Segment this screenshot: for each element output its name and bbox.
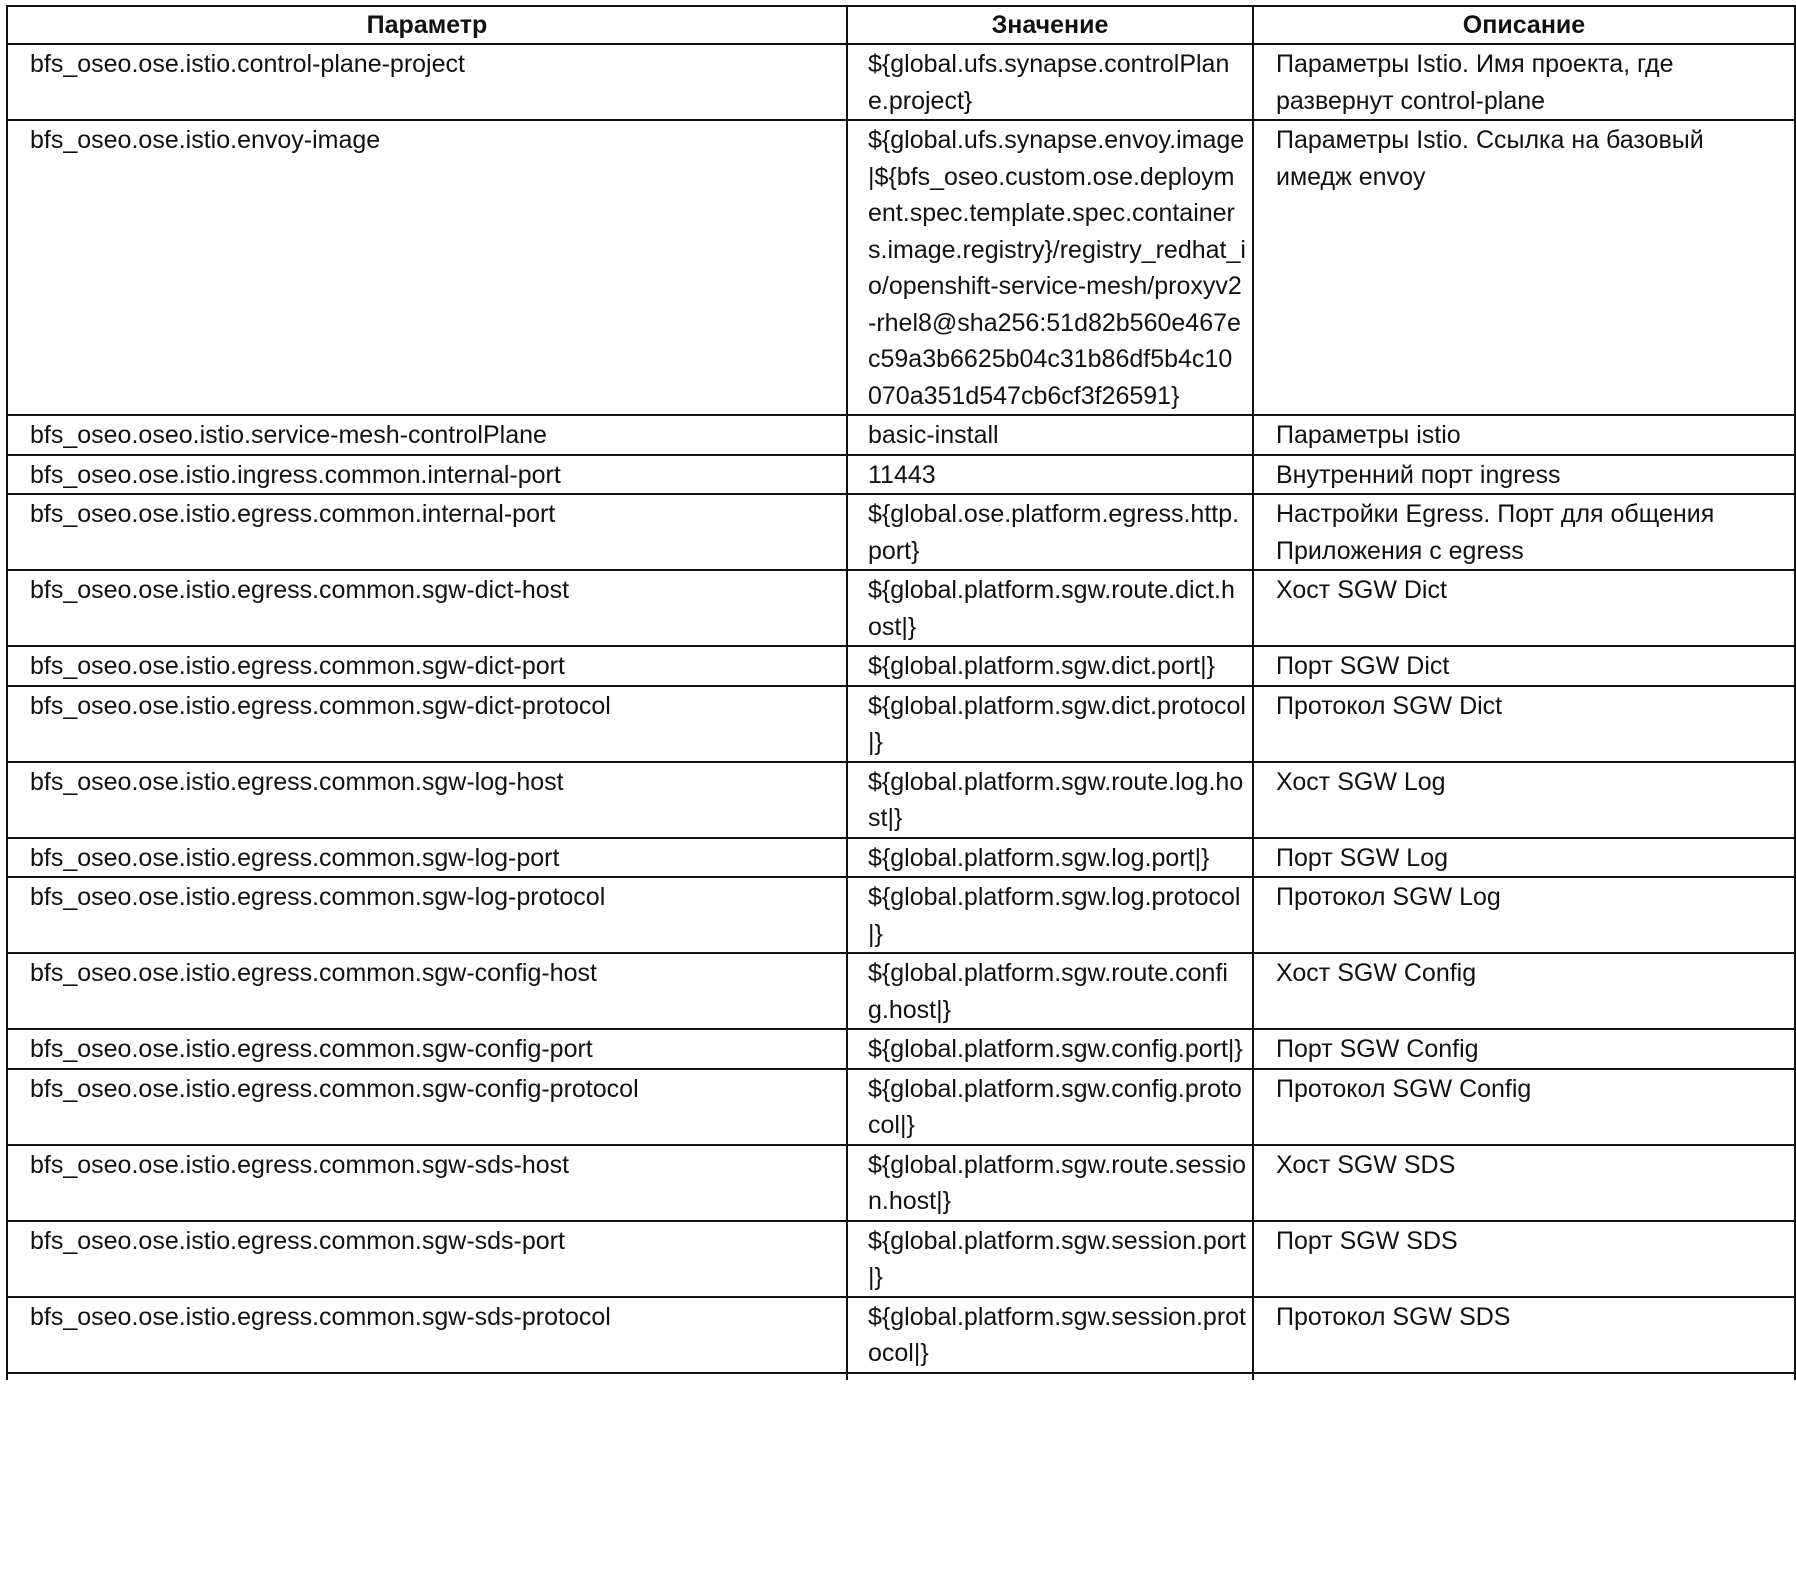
description-cell: Внутренний порт ingress [1253,455,1795,495]
table-row-continuation [7,1373,1795,1380]
table-row [7,686,1795,762]
table-row [7,455,1795,495]
value-cell: ${global.platform.sgw.session.port|} [847,1221,1253,1297]
empty-cell [1253,1373,1795,1380]
value-cell: ${global.platform.sgw.config.protocol|} [847,1069,1253,1145]
parameters-table [6,5,1796,1380]
table-row [7,1221,1795,1297]
description-cell: Хост SGW Dict [1253,570,1795,646]
description-cell: Протокол SGW Config [1253,1069,1795,1145]
description-cell: Порт SGW Config [1253,1029,1795,1069]
header-parameter: Параметр [7,6,847,44]
parameter-cell: bfs_oseo.ose.istio.egress.common.sgw-sds-host [7,1145,847,1221]
parameter-cell: bfs_oseo.ose.istio.egress.common.sgw-dict-host [7,570,847,646]
table-row [7,953,1795,1029]
table-row [7,1029,1795,1069]
parameter-cell: bfs_oseo.ose.istio.control-plane-project [7,44,847,120]
parameter-cell: bfs_oseo.ose.istio.egress.common.internal-port [7,494,847,570]
parameter-cell: bfs_oseo.ose.istio.egress.common.sgw-log-protocol [7,877,847,953]
parameters-table-container [6,5,1796,1380]
value-cell: ${global.platform.sgw.route.log.host|} [847,762,1253,838]
table-header-row [7,6,1795,44]
table-row [7,1145,1795,1221]
parameter-cell: bfs_oseo.ose.istio.egress.common.sgw-config-protocol [7,1069,847,1145]
value-cell: ${global.platform.sgw.route.config.host|} [847,953,1253,1029]
empty-cell [847,1373,1253,1380]
parameter-cell: bfs_oseo.ose.istio.egress.common.sgw-config-port [7,1029,847,1069]
parameter-cell: bfs_oseo.oseo.istio.service-mesh-controlPlane [7,415,847,455]
value-cell: ${global.platform.sgw.log.port|} [847,838,1253,878]
parameter-cell: bfs_oseo.ose.istio.envoy-image [7,120,847,415]
description-cell: Параметры Istio. Имя проекта, где развернут control-plane [1253,44,1795,120]
header-value: Значение [847,6,1253,44]
table-row [7,1069,1795,1145]
description-cell: Протокол SGW SDS [1253,1297,1795,1373]
description-cell: Хост SGW Config [1253,953,1795,1029]
value-cell: ${global.platform.sgw.log.protocol|} [847,877,1253,953]
table-row [7,44,1795,120]
value-cell: ${global.platform.sgw.session.protocol|} [847,1297,1253,1373]
description-cell: Настройки Egress. Порт для общения Приложения с egress [1253,494,1795,570]
value-cell: ${global.platform.sgw.config.port|} [847,1029,1253,1069]
description-cell: Параметры istio [1253,415,1795,455]
parameter-cell: bfs_oseo.ose.istio.egress.common.sgw-log-port [7,838,847,878]
value-cell: ${global.ose.platform.egress.http.port} [847,494,1253,570]
value-cell: 11443 [847,455,1253,495]
description-cell: Протокол SGW Log [1253,877,1795,953]
parameter-cell: bfs_oseo.ose.istio.ingress.common.internal-port [7,455,847,495]
value-cell: ${global.platform.sgw.dict.port|} [847,646,1253,686]
value-cell: ${global.ufs.synapse.controlPlane.project} [847,44,1253,120]
description-cell: Хост SGW Log [1253,762,1795,838]
description-cell: Порт SGW SDS [1253,1221,1795,1297]
header-description: Описание [1253,6,1795,44]
description-cell: Порт SGW Dict [1253,646,1795,686]
value-cell: ${global.platform.sgw.route.session.host|} [847,1145,1253,1221]
value-cell: ${global.platform.sgw.route.dict.host|} [847,570,1253,646]
table-row [7,120,1795,415]
value-cell: basic-install [847,415,1253,455]
table-row [7,762,1795,838]
parameter-cell: bfs_oseo.ose.istio.egress.common.sgw-log-host [7,762,847,838]
table-body [7,44,1795,1380]
table-row [7,877,1795,953]
table-row [7,646,1795,686]
table-row [7,1297,1795,1373]
table-row [7,494,1795,570]
description-cell: Хост SGW SDS [1253,1145,1795,1221]
parameter-cell: bfs_oseo.ose.istio.egress.common.sgw-dict-port [7,646,847,686]
table-row [7,838,1795,878]
description-cell: Протокол SGW Dict [1253,686,1795,762]
parameter-cell: bfs_oseo.ose.istio.egress.common.sgw-sds-port [7,1221,847,1297]
value-cell: ${global.platform.sgw.dict.protocol|} [847,686,1253,762]
table-row [7,570,1795,646]
empty-cell [7,1373,847,1380]
description-cell: Порт SGW Log [1253,838,1795,878]
description-cell: Параметры Istio. Ссылка на базовый имедж envoy [1253,120,1795,415]
value-cell: ${global.ufs.synapse.envoy.image|${bfs_oseo.custom.ose.deployment.spec.template.spec.containers.image.registry}/registry_redhat_io/openshift-service-mesh/proxyv2-rhel8@sha256:51d82b560e467ec59a3b6625b04c31b86df5b4c10070a351d547cb6cf3f26591} [847,120,1253,415]
parameter-cell: bfs_oseo.ose.istio.egress.common.sgw-config-host [7,953,847,1029]
table-row [7,415,1795,455]
parameter-cell: bfs_oseo.ose.istio.egress.common.sgw-dict-protocol [7,686,847,762]
parameter-cell: bfs_oseo.ose.istio.egress.common.sgw-sds-protocol [7,1297,847,1373]
